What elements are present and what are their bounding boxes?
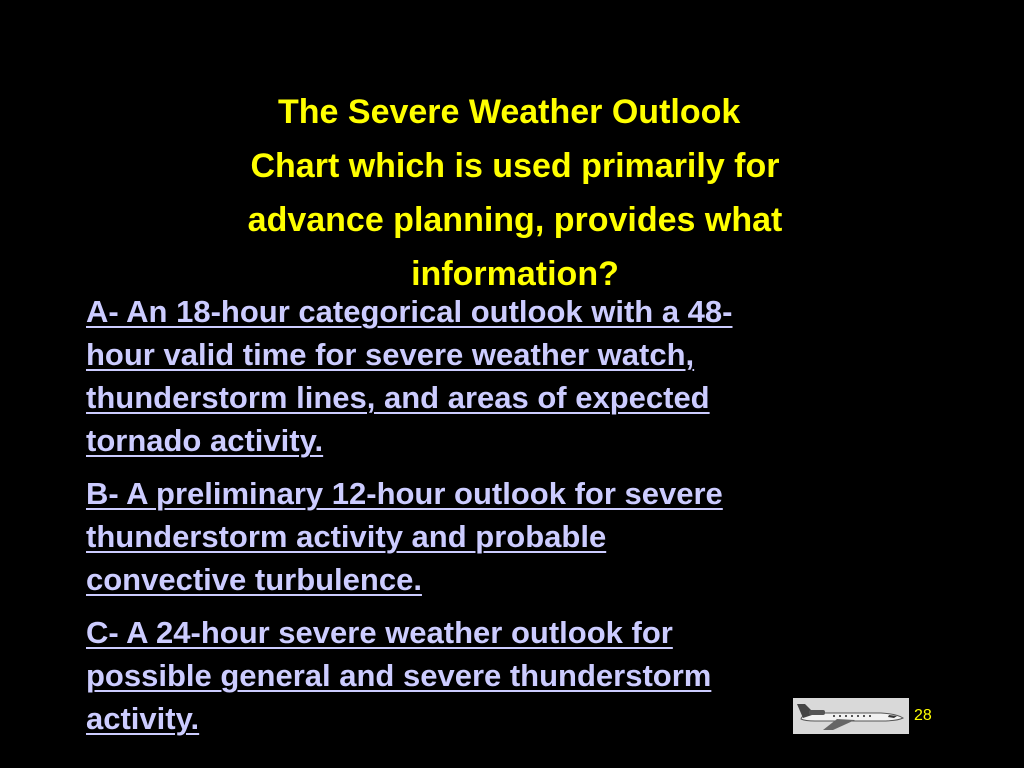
answer-option-a[interactable] (86, 290, 946, 462)
answer-line: possible general and severe thunderstorm (86, 658, 712, 693)
answer-line: A- An 18-hour categorical outlook with a 48- (86, 294, 733, 329)
answer-line: C- A 24-hour severe weather outlook for (86, 615, 673, 650)
answer-line: thunderstorm lines, and areas of expected (86, 380, 710, 415)
question-line: The Severe Weather Outlook (278, 93, 741, 131)
question-line: information? (411, 255, 619, 293)
airplane-icon-graphic (793, 698, 909, 734)
answer-line: convective turbulence. (86, 562, 422, 597)
answer-list (86, 290, 946, 750)
answer-line: tornado activity. (86, 423, 324, 458)
question-line: advance planning, provides what (247, 201, 783, 239)
question-line: Chart which is used primarily for (250, 147, 780, 185)
answer-line: hour valid time for severe weather watch, (86, 337, 695, 372)
answer-line: activity. (86, 701, 200, 736)
answer-line: B- A preliminary 12-hour outlook for severe (86, 476, 723, 511)
answer-option-b[interactable] (86, 472, 946, 601)
question-title (90, 85, 940, 301)
airplane-icon (793, 698, 909, 734)
answer-line: thunderstorm activity and probable (86, 519, 607, 554)
page-number: 28 (914, 707, 932, 724)
